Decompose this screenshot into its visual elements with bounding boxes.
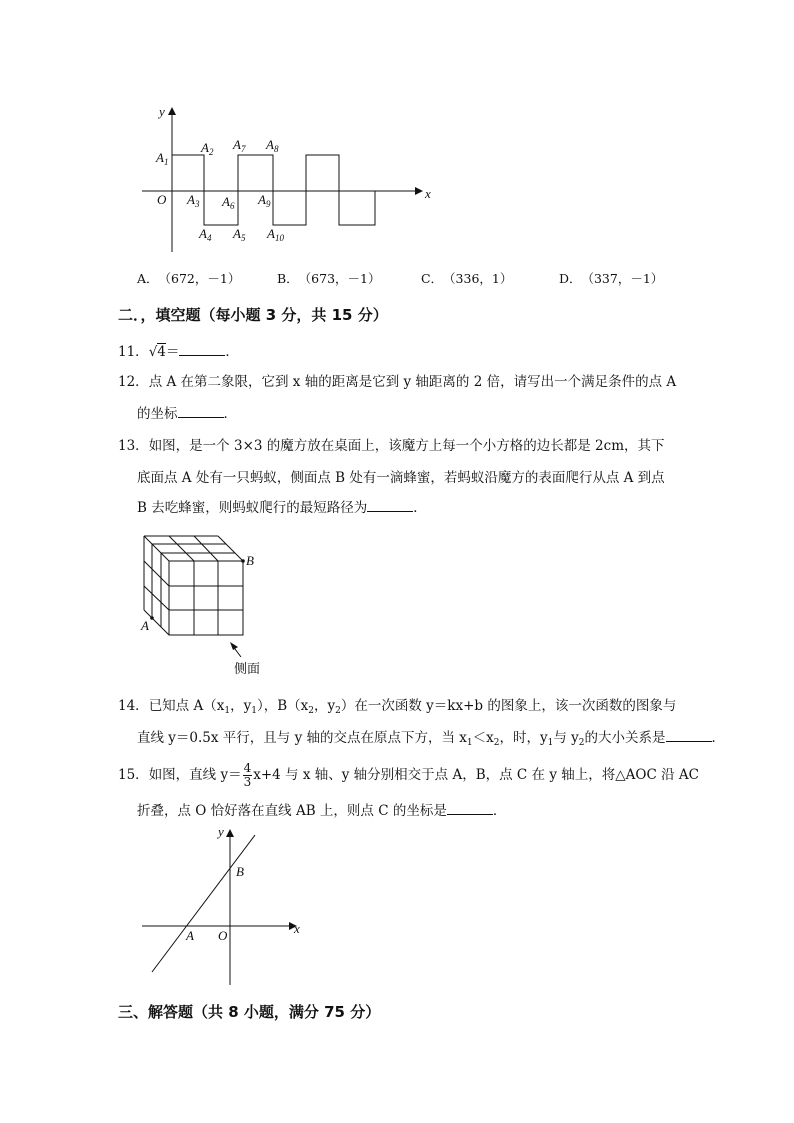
svg-text:A7: $A_7$ (233, 137, 246, 154)
line-ab (152, 835, 255, 972)
question-15: 15．如图，直线 y＝ $\frac{4}{3}$ x+4 与 x 轴、y 轴分别相交于点 A，B，点 C 在 y 轴上，将△AOC 沿 AC (118, 761, 699, 789)
svg-text:A8: $A_8$ (266, 137, 279, 154)
point-b-label: B (246, 553, 254, 568)
choice-c[interactable]: C．（336，1） (420, 271, 513, 286)
svg-text:A2: $A_2$ (201, 140, 214, 157)
svg-text:A5: $A_5$ (233, 226, 246, 243)
axis-x-label: x (294, 921, 300, 936)
q10-choices (137, 270, 663, 288)
axis-x-label: x (425, 186, 431, 201)
answer-blank-12[interactable] (178, 405, 224, 418)
axis-y-label: y (159, 104, 165, 119)
svg-text:A3: $A_3$ (187, 192, 200, 209)
answer-blank-11[interactable] (179, 343, 225, 356)
axis-y-label: y (218, 824, 224, 839)
answer-blank-14[interactable] (666, 729, 712, 742)
point-a-label: A (186, 928, 194, 943)
choice-a[interactable]: A．（672，－1） (137, 271, 241, 286)
side-face-label: 侧面 (234, 662, 261, 677)
origin-label: O (218, 928, 228, 943)
question-13-line3: B 去吃蜂蜜，则蚂蚁爬行的最短路径为 ． (137, 500, 427, 516)
point-a-label: A (141, 618, 149, 633)
question-12: 12．点 A 在第二象限，它到 x 轴的距离是它到 y 轴距离的 2 倍，请写出一个满足条件的点 A (118, 374, 677, 390)
point-b-label: B (236, 864, 244, 879)
answer-blank-15[interactable] (447, 802, 493, 815)
svg-text:A6: $A_6$ (222, 194, 235, 211)
question-14-line2: 直线 y＝0.5x 平行，且与 y 轴的交点在原点下方，当 $x_1<x_2$，时，$y_1$与 $y_2$的大小关系是 ． (137, 730, 726, 748)
sqrt-icon: √ (148, 344, 158, 360)
question-15-line2: 折叠，点 O 恰好落在直线 AB 上，则点 C 的坐标是 ． (137, 803, 507, 819)
question-14: 14．已知点 $A(x_1$，$y_1$），$B(x_2$，$y_2$）在一次函数 y＝kx+b 的图象上，该一次函数的图象与 (118, 698, 677, 716)
choice-b[interactable]: B．（673，－1） (276, 271, 381, 286)
svg-text:A10: $A_{10}$ (267, 226, 284, 243)
question-12-line2: 的坐标 ． (137, 406, 237, 422)
question-13: 13．如图，是一个 3×3 的魔方放在桌面上，该魔方上每一个小方格的边长都是 2cm，其下 (118, 438, 665, 454)
answer-blank-13[interactable] (367, 499, 413, 512)
section-2-heading: 二．，填空题（每小题 3 分，共 15 分） (118, 306, 388, 324)
rubiks-cube-figure (0, 525, 300, 685)
choice-d[interactable]: D．（337，－1） (558, 271, 664, 286)
square-wave-path (172, 155, 375, 225)
square-wave-figure (0, 0, 794, 270)
line-fold-figure (0, 820, 320, 990)
origin-label: O (157, 192, 167, 207)
fraction-4-3: $\frac{4}{3}$ (243, 761, 252, 789)
svg-text:A4: $A_4$ (199, 226, 212, 243)
section-3-heading: 三、解答题（共 8 小题，满分 75 分） (118, 1003, 381, 1021)
svg-text:A1: $A_1$ (156, 150, 169, 167)
question-11: 11．√4＝ ． (118, 344, 239, 360)
question-13-line2: 底面点 A 处有一只蚂蚁，侧面点 B 处有一滴蜂蜜，若蚂蚁沿魔方的表面爬行从点 A 到点 (137, 470, 665, 486)
svg-text:A9: $A_9$ (258, 192, 271, 209)
